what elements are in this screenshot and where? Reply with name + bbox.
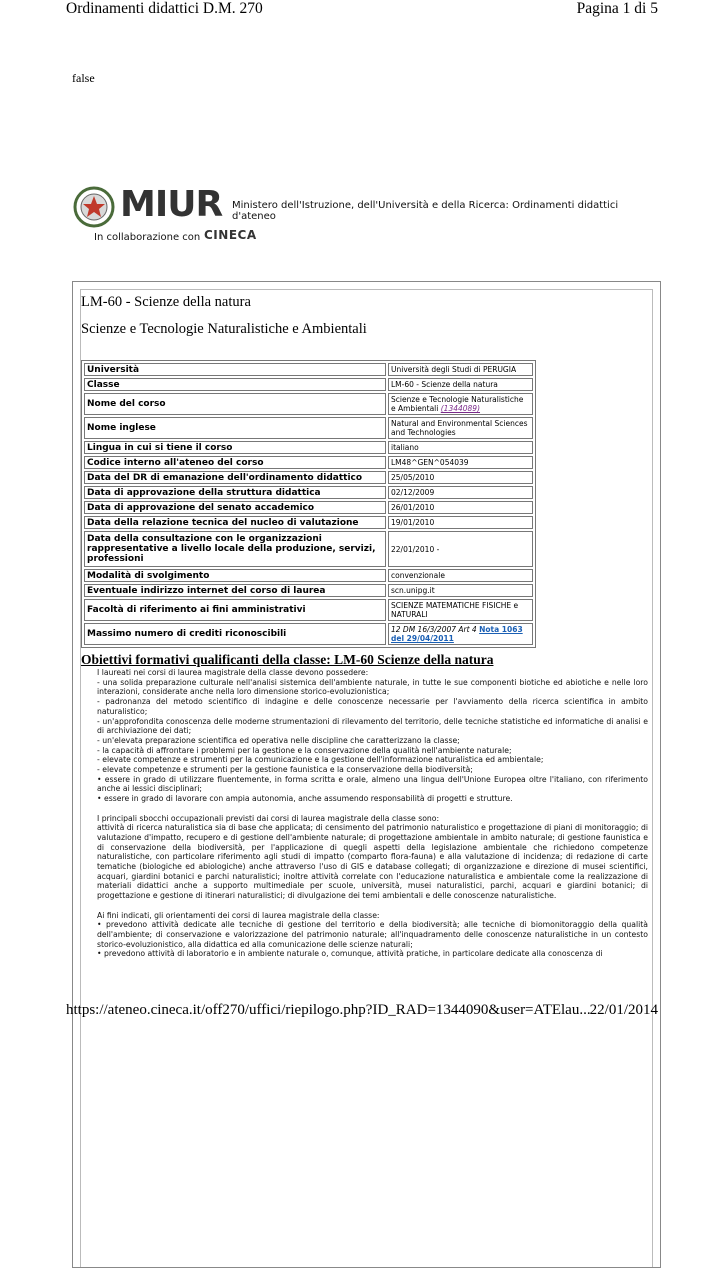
- paragraph: • prevedono attività dedicate alle tecniche di gestione del territorio e della biodiversità; alle tecniche di biomonitoraggio della qualità dell'ambiente; di conservazione e valorizzazione del patrimonio naturale; all'inquadramento delle conoscenze naturalistiche in un contesto storico-evoluzionistico, alla didattica ed alla comunicazione delle scienze naturali;: [97, 920, 648, 949]
- republic-emblem-icon: [72, 185, 116, 229]
- miur-logo: MIUR: [120, 184, 223, 225]
- paragraph: I laureati nei corsi di laurea magistrale della classe devono possedere:: [97, 668, 369, 677]
- paragraph: Ai fini indicati, gli orientamenti dei corsi di laurea magistrale della classe:: [97, 910, 380, 920]
- row-key: Facoltà di riferimento ai fini amministrativi: [84, 599, 386, 621]
- row-value: 02/12/2009: [388, 486, 533, 499]
- table-row: [84, 516, 533, 529]
- row-key: Eventuale indirizzo internet del corso di laurea: [84, 584, 386, 597]
- table-row: [84, 471, 533, 484]
- nota-link[interactable]: Nota 1063 del 29/04/2011: [391, 625, 523, 643]
- table-row: [84, 569, 533, 582]
- logo-area: [72, 182, 662, 252]
- false-text: false: [72, 71, 95, 85]
- table-row: [84, 531, 533, 567]
- table-row: [84, 501, 533, 514]
- row-key: Classe: [84, 378, 386, 391]
- row-value: Università degli Studi di PERUGIA: [388, 363, 533, 376]
- table-row: [84, 393, 533, 415]
- print-header: [66, 0, 658, 22]
- row-value: 19/01/2010: [388, 516, 533, 529]
- row-key: Lingua in cui si tiene il corso: [84, 441, 386, 454]
- table-row: [84, 378, 533, 391]
- row-key: Data di approvazione del senato accademico: [84, 501, 386, 514]
- course-id-link[interactable]: (1344089): [440, 404, 481, 413]
- row-value: italiano: [388, 441, 533, 454]
- paragraph: • essere in grado di lavorare con ampia autonomia, anche assumendo responsabilità di progetti e strutture.: [97, 794, 513, 804]
- page-url: https://ateneo.cineca.it/off270/uffici/riepilogo.php?ID_RAD=1344090&user=ATElau...: [66, 1002, 591, 1018]
- page-number: Pagina 1 di 5: [576, 0, 658, 17]
- row-value: 22/01/2010 -: [388, 531, 533, 567]
- row-value: LM48^GEN^054039: [388, 456, 533, 469]
- row-value: LM-60 - Scienze della natura: [388, 378, 533, 391]
- cineca-logo: CINECA: [204, 228, 257, 242]
- paragraph: - un'approfondita conoscenza delle moderne strumentazioni di rilevamento del territorio, delle tecniche statistiche ed informatiche di analisi e di archiviazione dei dati;: [97, 716, 648, 736]
- table-row: [84, 456, 533, 469]
- row-key: Codice interno all'ateneo del corso: [84, 456, 386, 469]
- paragraph-gap: [97, 804, 648, 814]
- row-value: [388, 393, 533, 415]
- paragraph: I principali sbocchi occupazionali previsti dai corsi di laurea magistrale della classe sono:: [97, 813, 440, 823]
- row-key: Nome inglese: [84, 417, 386, 439]
- row-key: Data di approvazione della struttura didattica: [84, 486, 386, 499]
- row-key: Data della relazione tecnica del nucleo di valutazione: [84, 516, 386, 529]
- paragraph: attività di ricerca naturalistica sia di base che applicata; di censimento del patrimonio naturalistico e progettazione di piani di monitoraggio; di valutazione d'impatto, recupero e di gestione dell'ambiente naturale; di progettazione ambientale in ambito naturale; di gestione faunistica e di conservazione della biodiversità, per l'applicazione di quegli aspetti della legislazione ambientale che richiedono competenze naturalistiche, con particolare riferimento agli studi di impatto (comparto flora-fauna) e alla valutazione di incidenza; di redazione di carte tematiche (biologiche ed abiologiche) anche attraverso l'uso di GIS e database collegati; di organizzazione e direzione di musei scientifici, acquari, giardini botanici e parchi naturalistici; inoltre attività correlate con l'educazione naturalistica e ambientale come la realizzazione di materiali didattici anche a supporto multimediale per scuole, università, musei naturalistici, parchi, acquari e giardini botanici; di progettazione e gestione di itinerari naturalistici; di divulgazione dei temi ambientali e delle conoscenze naturalistiche.: [97, 823, 648, 901]
- print-footer: [66, 1002, 658, 1022]
- paragraph: - elevate competenze e strumenti per la comunicazione e la gestione dell'informazione naturalistica ed ambientale;: [97, 755, 544, 765]
- table-row: [84, 441, 533, 454]
- paragraph: - elevate competenze e strumenti per la gestione faunistica e la conservazione della biodiversità;: [97, 765, 473, 775]
- table-row: [84, 599, 533, 621]
- row-key: Data del DR di emanazione dell'ordinamento didattico: [84, 471, 386, 484]
- row-key: Nome del corso: [84, 393, 386, 415]
- paragraph-gap: [97, 901, 648, 911]
- section-title: Obiettivi formativi qualificanti della classe: LM-60 Scienze della natura: [81, 652, 494, 667]
- row-value: scn.unipg.it: [388, 584, 533, 597]
- paragraph: - una solida preparazione culturale nell'analisi sistemica dell'ambiente naturale, in tutte le sue componenti biotiche ed abiotiche e nelle loro interazioni, considerate anche nella loro dimensione storico-evoluzionistica;: [97, 677, 648, 697]
- document-title: Ordinamenti didattici D.M. 270: [66, 0, 263, 17]
- row-value: SCIENZE MATEMATICHE FISICHE e NATURALI: [388, 599, 533, 621]
- paragraph: • prevedono attività di laboratorio e in ambiente naturale o, comunque, attività pratiche, in particolare dedicate alla conoscenza di: [97, 949, 603, 959]
- row-value: Natural and Environmental Sciences and Technologies: [388, 417, 533, 439]
- course-name-value: Scienze e Tecnologie Naturalistiche e Ambientali: [391, 395, 524, 413]
- row-key: Università: [84, 363, 386, 376]
- row-value: 25/05/2010: [388, 471, 533, 484]
- table-row: [84, 363, 533, 376]
- crediti-value: 12 DM 16/3/2007 Art 4: [391, 625, 477, 634]
- course-title: LM-60 - Scienze della natura: [81, 294, 251, 310]
- table-row: [84, 623, 533, 645]
- paragraph: - la capacità di affrontare i problemi per la gestione e la conservazione della qualità nell'ambiente naturale;: [97, 745, 512, 755]
- table-row: [84, 584, 533, 597]
- paragraph: - un'elevata preparazione scientifica ed operativa nelle discipline che caratterizzano la classe;: [97, 735, 460, 745]
- collaboration-text: In collaborazione con: [94, 232, 201, 243]
- row-key: Data della consultazione con le organizzazioni rappresentative a livello locale della produzione, servizi, professioni: [84, 531, 386, 567]
- table-row: [84, 417, 533, 439]
- row-value: [388, 623, 533, 645]
- table-row: [84, 486, 533, 499]
- paragraph: • essere in grado di utilizzare fluentemente, in forma scritta e orale, almeno una lingua dell'Unione Europea oltre l'italiano, con riferimento anche ai lessici disciplinari;: [97, 774, 648, 794]
- print-date: 22/01/2014: [589, 1002, 658, 1018]
- objectives-text: [97, 668, 648, 959]
- row-key: Modalità di svolgimento: [84, 569, 386, 582]
- row-value: convenzionale: [388, 569, 533, 582]
- ministero-text: Ministero dell'Istruzione, dell'Università e della Ricerca: Ordinamenti didattici d'ateneo: [232, 200, 619, 222]
- row-value: 26/01/2010: [388, 501, 533, 514]
- row-key: Massimo numero di crediti riconoscibili: [84, 623, 386, 645]
- paragraph: - padronanza del metodo scientifico di indagine e delle conoscenze necessarie per l'avviamento della ricerca scientifica in ambito naturalistico;: [97, 697, 648, 716]
- course-name: Scienze e Tecnologie Naturalistiche e Ambientali: [81, 321, 367, 337]
- info-table: [81, 360, 536, 648]
